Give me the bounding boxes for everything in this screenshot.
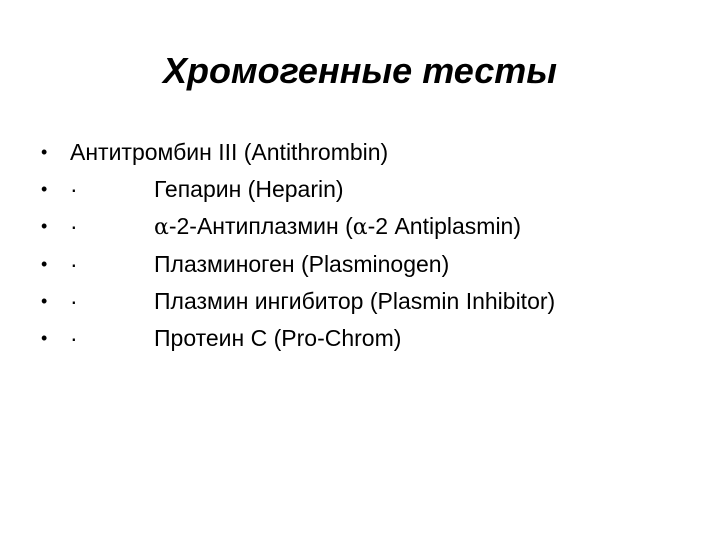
item-marker: · bbox=[70, 213, 78, 239]
bullet-icon: • bbox=[41, 179, 48, 199]
slide-title: Хромогенные тесты bbox=[163, 50, 557, 91]
item-marker: · bbox=[70, 176, 78, 202]
item-text: Гепарин (Heparin) bbox=[154, 176, 344, 202]
list-item bbox=[0, 283, 720, 320]
item-marker: · bbox=[70, 325, 78, 351]
bullet-icon: • bbox=[41, 142, 48, 162]
item-text: Протеин C (Pro-Chrom) bbox=[154, 325, 402, 351]
item-marker: · bbox=[70, 288, 78, 314]
item-marker: · bbox=[70, 251, 78, 277]
item-text: Антитромбин III (Antithrombin) bbox=[70, 139, 389, 165]
list-item bbox=[0, 171, 720, 208]
bullet-icon: • bbox=[41, 216, 48, 236]
item-text: Плазминоген (Plasminogen) bbox=[154, 251, 450, 277]
bullet-icon: • bbox=[41, 291, 48, 311]
alpha-symbol: α bbox=[154, 215, 169, 240]
list-item bbox=[0, 320, 720, 357]
bullet-icon: • bbox=[41, 254, 48, 274]
item-text: Плазмин ингибитор (Plasmin Inhibitor) bbox=[154, 288, 556, 314]
alpha-symbol: α bbox=[352, 215, 368, 240]
list-item bbox=[0, 134, 720, 171]
item-text: -2 Antiplasmin) bbox=[367, 213, 522, 239]
bullet-list bbox=[0, 134, 720, 357]
item-text: -2-Антиплазмин ( bbox=[168, 213, 353, 239]
list-item bbox=[0, 246, 720, 283]
bullet-icon: • bbox=[41, 328, 48, 348]
list-item bbox=[0, 208, 720, 246]
